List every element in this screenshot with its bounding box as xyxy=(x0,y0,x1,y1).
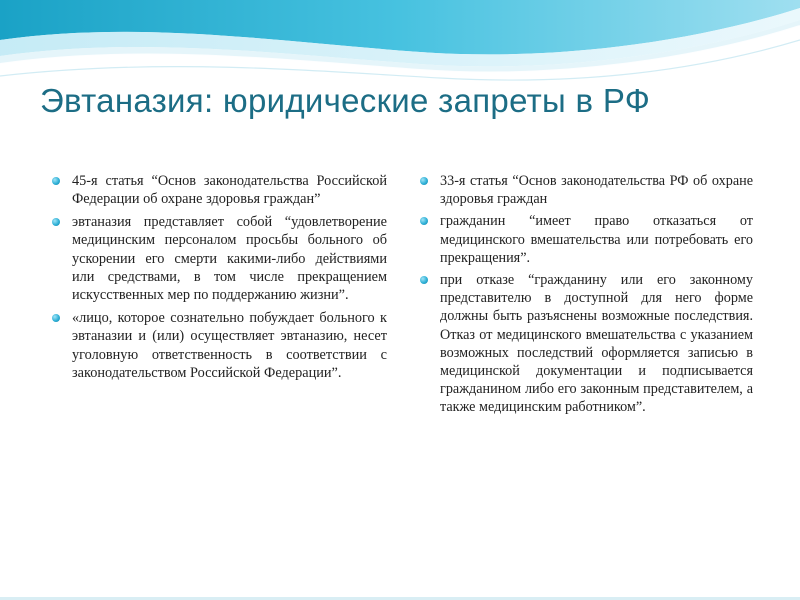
right-column xyxy=(420,172,753,421)
bullet-item xyxy=(420,271,753,417)
wave-header-decoration xyxy=(0,0,800,90)
bullet-item xyxy=(420,172,753,208)
bullet-item xyxy=(52,172,387,209)
bullet-text: гражданин “имеет право отказаться от медицинского вмешательства или потребовать его прекращения”. xyxy=(440,213,753,266)
left-column xyxy=(52,172,387,386)
bullet-text: 45-я статья “Основ законодательства Российской Федерации об охране здоровья граждан” xyxy=(72,173,387,208)
slide-title: Эвтаназия: юридические запреты в РФ xyxy=(40,82,651,119)
bullet-item xyxy=(52,309,387,383)
bullet-icon xyxy=(420,217,428,225)
bullet-icon xyxy=(420,276,428,284)
bullet-icon xyxy=(420,177,428,185)
bullet-icon xyxy=(52,218,60,226)
bullet-text: эвтаназия представляет собой “удовлетворение медицинским персоналом просьбы больного об ускорении его смерти какими-либо действиями или средствами, в том числе прекращением искусственных мер по поддержанию жизни”. xyxy=(72,213,387,304)
bullet-text: при отказе “гражданину или его законному представителю в доступной для него форме должны быть разъяснены возможные последствия. Отказ от медицинского вмешательства с указанием возможных последствий оформляется записью в медицинской документации и подписывается гражданином либо его законным представителем, а также медицинским работником”. xyxy=(440,272,753,416)
bullet-item xyxy=(52,213,387,305)
bullet-icon xyxy=(52,177,60,185)
bullet-text: 33-я статья “Основ законодательства РФ об охране здоровья граждан xyxy=(440,173,753,208)
bullet-icon xyxy=(52,314,60,322)
bullet-text: «лицо, которое сознательно побуждает больного к эвтаназии и (или) осуществляет эвтаназию, несет уголовную ответственность в соответствии с законодательством Российской Федерации”. xyxy=(72,309,387,382)
bullet-item xyxy=(420,212,753,267)
